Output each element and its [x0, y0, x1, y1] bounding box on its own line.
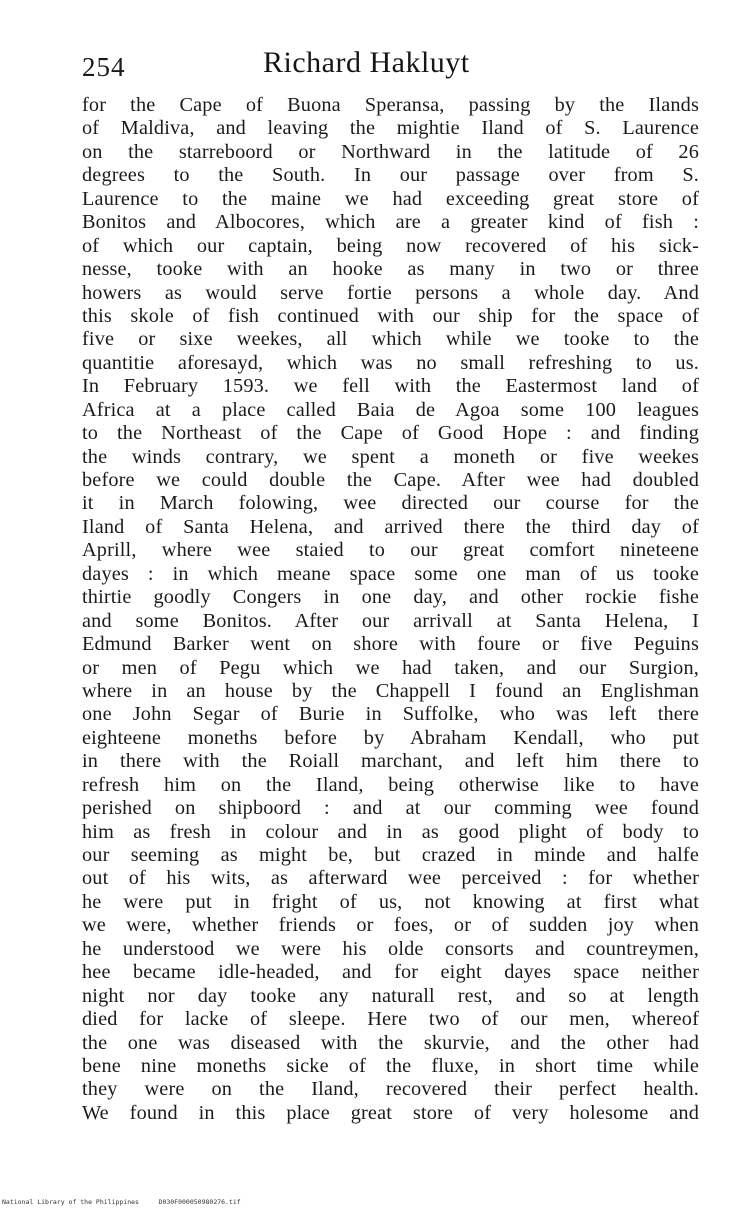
text-line: this skole of fish continued with our ship for the space of: [82, 304, 699, 327]
text-line: degrees to the South. In our passage over from S.: [82, 164, 699, 187]
text-line: they were on the Iland, recovered their perfect health.: [82, 1078, 699, 1101]
text-line: Africa at a place called Baia de Agoa some 100 leagues: [82, 398, 699, 421]
text-line: or men of Pegu which we had taken, and our Surgion,: [82, 656, 699, 679]
text-line: Laurence to the maine we had exceeding great store of: [82, 187, 699, 210]
text-line: he were put in fright of us, not knowing at first what: [82, 890, 699, 913]
text-line: before we could double the Cape. After wee had doubled: [82, 469, 699, 491]
text-line: the winds contrary, we spent a moneth or five weekes: [82, 445, 699, 468]
text-line: we were, whether friends or foes, or of sudden joy when: [82, 914, 699, 937]
text-line: dayes : in which meane space some one man of us tooke: [82, 562, 699, 585]
text-line: one John Segar of Burie in Suffolke, who was left there: [82, 703, 699, 726]
text-line: perished on shipboord : and at our comming wee found: [82, 797, 699, 820]
text-line: In February 1593. we fell with the Eastermost land of: [82, 375, 699, 398]
text-line: of Maldiva, and leaving the mightie Iland of S. Laurence: [82, 117, 699, 140]
text-line: hee became idle-headed, and for eight dayes space neither: [82, 961, 699, 984]
text-line: him as fresh in colour and in as good plight of body to: [82, 820, 699, 843]
text-line: where in an house by the Chappell I found an Englishman: [82, 679, 699, 702]
text-line: Edmund Barker went on shore with foure or five Peguins: [82, 633, 699, 656]
text-line: our seeming as might be, but crazed in minde and halfe: [82, 844, 699, 866]
page-number: 254: [82, 52, 126, 82]
text-line: it in March folowing, wee directed our course for the: [82, 492, 699, 515]
page-header: [82, 46, 702, 90]
text-line: he understood we were his olde consorts and countreymen,: [82, 937, 699, 960]
text-line: on the starreboord or Northward in the latitude of 26: [82, 140, 699, 163]
text-line: five or sixe weekes, all which while we tooke to the: [82, 328, 699, 351]
text-line: thirtie goodly Congers in one day, and other rockie fishe: [82, 586, 699, 609]
text-line: Aprill, where wee staied to our great comfort nineteene: [82, 539, 699, 562]
text-line: Bonitos and Albocores, which are a greater kind of fish :: [82, 211, 699, 234]
text-line: to the Northeast of the Cape of Good Hope : and finding: [82, 422, 699, 445]
running-head: Richard Hakluyt: [263, 46, 470, 79]
text-line: eighteene moneths before by Abraham Kendall, who put: [82, 726, 699, 749]
text-line: died for lacke of sleepe. Here two of our men, whereof: [82, 1008, 699, 1031]
text-line: and some Bonitos. After our arrivall at Santa Helena, I: [82, 609, 699, 632]
text-line: bene nine moneths sicke of the fluxe, in short time while: [82, 1054, 699, 1077]
text-line: nesse, tooke with an hooke as many in two or three: [82, 258, 699, 281]
text-line: Iland of Santa Helena, and arrived there the third day of: [82, 515, 699, 538]
text-line: for the Cape of Buona Speransa, passing by the Ilands: [82, 94, 699, 116]
text-line: out of his wits, as afterward wee perceived : for whether: [82, 867, 699, 890]
scan-source-footer: National Library of the Philippines D030F000050980276.tif: [2, 1198, 241, 1206]
text-line: night nor day tooke any naturall rest, and so at length: [82, 984, 699, 1007]
text-line: We found in this place great store of very holesome and: [82, 1101, 699, 1124]
body-text: [82, 94, 699, 1125]
text-line: howers as would serve fortie persons a whole day. And: [82, 281, 699, 304]
text-line: the one was diseased with the skurvie, and the other had: [82, 1031, 699, 1054]
text-line: of which our captain, being now recovered of his sick-: [82, 234, 699, 257]
text-line: quantitie aforesayd, which was no small refreshing to us.: [82, 351, 699, 374]
text-line: refresh him on the Iland, being otherwise like to have: [82, 773, 699, 796]
text-line: in there with the Roiall marchant, and left him there to: [82, 750, 699, 773]
